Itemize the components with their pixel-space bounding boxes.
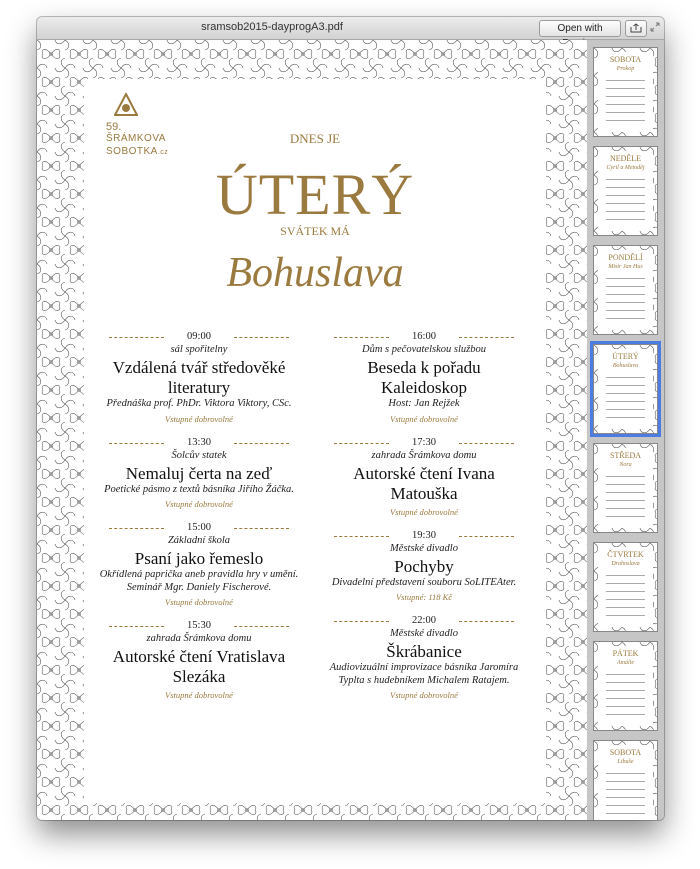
event-description: Divadelní představení souboru SoLITEAter. — [331, 576, 517, 588]
thumbnail-text-line — [606, 104, 645, 105]
page-thumbnail[interactable] — [593, 542, 658, 632]
event-place: Městské divadlo — [390, 628, 458, 639]
event-entry-fee: Vstupné: 118 Kč — [395, 592, 453, 602]
thumbnail-text-line — [606, 385, 645, 386]
thumbnail-text-line — [606, 591, 645, 592]
svatek-label: SVÁTEK MÁ — [280, 224, 350, 238]
window-title: sramsob2015-dayprogA3.pdf — [201, 21, 343, 33]
thumbnail-day: SOBOTA — [609, 748, 642, 757]
thumbnail-text-line — [606, 575, 645, 576]
event-place: zahrada Šrámkova domu — [146, 633, 252, 644]
left-program-column — [99, 331, 299, 713]
thumbnail-text-line — [606, 805, 645, 806]
event-entry-fee: Vstupné dobrovolné — [165, 597, 233, 607]
page-thumbnail[interactable] — [593, 245, 658, 335]
thumbnail-content — [598, 349, 653, 429]
thumbnail-text-line — [606, 112, 645, 113]
program-event — [324, 530, 524, 603]
thumbnail-name: Drahoslava — [611, 561, 640, 567]
thumbnail-text-line — [606, 607, 645, 608]
thumbnail-text-line — [606, 813, 645, 814]
event-time: 15:00 — [99, 522, 299, 534]
thumbnail-day: ÚTERÝ — [612, 352, 639, 361]
thumbnail-text-line — [606, 278, 645, 279]
pdf-page — [37, 40, 587, 820]
thumbnail-text-line — [606, 781, 645, 782]
event-place: sál spořitelny — [170, 344, 228, 355]
thumbnail-text-line — [606, 674, 645, 675]
thumbnail-text-line — [606, 599, 645, 600]
event-title: Autorské čtení Ivana Matouška — [353, 463, 495, 503]
page-thumbnail[interactable] — [593, 641, 658, 731]
poster-content — [84, 79, 546, 803]
thumbnail-text-line — [606, 310, 645, 311]
thumbnail-sidebar — [587, 40, 664, 820]
thumbnail-text-line — [606, 690, 645, 691]
logo-line1: ŠRÁMKOVA — [106, 133, 166, 144]
event-time: 13:30 — [99, 437, 299, 449]
thumbnail-text-line — [606, 698, 645, 699]
thumbnail-text-line — [606, 797, 645, 798]
thumbnail-name: Bohuslava — [612, 363, 639, 369]
thumbnail-name: Amálie — [617, 660, 634, 666]
thumbnail-name: Nora — [619, 462, 632, 468]
thumbnail-text-line — [606, 377, 645, 378]
program-event — [99, 620, 299, 700]
thumbnail-content — [598, 745, 653, 820]
event-description: Host: Jan Rejžek — [388, 398, 460, 409]
thumbnail-day: NEDĚLE — [609, 154, 642, 163]
dnes-je-label: DNES JE — [289, 131, 341, 146]
program-event — [324, 331, 524, 424]
thumbnail-text-line — [606, 120, 645, 121]
share-icon — [630, 23, 642, 33]
event-time: 22:00 — [324, 615, 524, 627]
thumbnail-text-line — [606, 96, 645, 97]
thumbnail-text-line — [606, 615, 645, 616]
event-title: Psaní jako řemeslo — [134, 549, 264, 568]
thumbnail-text-line — [606, 508, 645, 509]
thumbnail-text-line — [606, 417, 645, 418]
thumbnail-text-line — [606, 682, 645, 683]
event-place: Základní škola — [167, 535, 231, 546]
event-title: Pochyby — [394, 556, 454, 576]
event-entry-fee: Vstupné dobrovolné — [165, 413, 233, 424]
thumbnail-name: Prokop — [616, 66, 635, 72]
title-bar — [37, 17, 664, 40]
thumbnail-content — [598, 52, 653, 132]
event-title: Beseda k pořadu Kaleidoskop — [367, 358, 481, 397]
thumbnail-text-line — [606, 195, 645, 196]
event-title: Škrábanice — [386, 642, 462, 661]
thumbnail-content — [598, 151, 653, 231]
event-description: Audiovizuální improvizace básníka Jaromíra Typlta s hudebníkem Michalem Ratajem. — [329, 662, 519, 686]
program-event — [324, 437, 524, 517]
thumbnail-day: SOBOTA — [609, 55, 642, 64]
right-program-column — [324, 331, 524, 713]
thumbnail-text-line — [606, 706, 645, 707]
program-event — [324, 615, 524, 700]
thumbnail-text-line — [606, 80, 645, 81]
thumbnail-content — [598, 448, 653, 528]
thumbnail-text-line — [606, 211, 645, 212]
thumbnail-day: PONDĚLÍ — [608, 253, 643, 262]
event-place: zahrada Šrámkova domu — [371, 449, 477, 461]
event-time: 09:00 — [99, 331, 299, 343]
event-description: Poetické pásmo z textů básníka Jiřího Žáčka. — [104, 483, 294, 495]
thumbnail-text-line — [606, 302, 645, 303]
thumbnail-text-line — [606, 583, 645, 584]
thumbnail-day: STŘEDA — [609, 451, 642, 460]
thumbnail-text-line — [606, 516, 645, 517]
thumbnail-text-line — [606, 393, 645, 394]
thumbnail-text-line — [606, 179, 645, 180]
thumbnail-text-line — [606, 187, 645, 188]
open-with-preview-button[interactable]: Open with — [539, 20, 621, 37]
event-place: Městské divadlo — [390, 542, 458, 554]
share-button[interactable] — [625, 20, 647, 37]
thumbnail-name: Mistr Jan Hus — [608, 264, 643, 270]
page-thumbnail[interactable] — [593, 344, 658, 434]
program-event — [99, 437, 299, 510]
thumbnail-text-line — [606, 492, 645, 493]
thumbnail-text-line — [606, 484, 645, 485]
event-time: 16:00 — [324, 331, 524, 343]
thumbnail-text-line — [606, 294, 645, 295]
thumbnail-text-line — [606, 88, 645, 89]
thumbnail-day: PÁTEK — [612, 649, 639, 658]
thumbnail-text-line — [606, 203, 645, 204]
event-title: Autorské čtení Vratislava Slezáka — [112, 647, 286, 686]
event-time: 19:30 — [324, 530, 524, 542]
event-title: Nemaluj čerta na zeď — [125, 463, 273, 483]
logo-number: 59. — [106, 121, 122, 133]
event-description: Přednáška prof. PhDr. Viktora Viktory, CSc. — [106, 398, 292, 409]
event-time: 17:30 — [324, 437, 524, 449]
logo-icon — [114, 93, 138, 117]
event-title: Vzdálená tvář středověké literatury — [112, 358, 286, 397]
thumbnail-text-line — [606, 476, 645, 477]
thumbnail-text-line — [606, 318, 645, 319]
page-thumbnail[interactable] — [593, 47, 658, 137]
thumbnail-content — [598, 646, 653, 726]
program-event — [99, 522, 299, 607]
thumbnail-text-line — [606, 219, 645, 220]
thumbnail-name: Cyril a Metoděj — [606, 165, 645, 171]
thumbnail-text-line — [606, 714, 645, 715]
thumbnail-day: ČTVRTEK — [607, 550, 644, 559]
thumbnail-name: Libuše — [617, 759, 634, 765]
page-thumbnail[interactable] — [593, 443, 658, 533]
thumbnail-content — [598, 547, 653, 627]
event-time: 15:30 — [99, 620, 299, 632]
event-entry-fee: Vstupné dobrovolné — [165, 499, 233, 509]
event-entry-fee: Vstupné dobrovolné — [390, 690, 458, 700]
thumbnail-content — [598, 250, 653, 330]
logo-line2: SOBOTKA.cz — [106, 146, 169, 157]
event-place: Dům s pečovatelskou službou — [362, 344, 486, 355]
expand-icon[interactable] — [650, 22, 660, 32]
event-entry-fee: Vstupné dobrovolné — [390, 506, 458, 517]
page-thumbnail[interactable] — [593, 740, 658, 820]
page-thumbnail[interactable] — [593, 146, 658, 236]
thumbnail-text-line — [606, 409, 645, 410]
thumbnail-text-line — [606, 500, 645, 501]
preview-window — [37, 17, 664, 820]
thumbnail-text-line — [606, 286, 645, 287]
thumbnail-text-line — [606, 401, 645, 402]
thumbnail-text-line — [606, 789, 645, 790]
event-entry-fee: Vstupné dobrovolné — [390, 413, 458, 424]
event-place: Šolcův statek — [171, 449, 227, 461]
day-heading: ÚTERÝ — [215, 162, 415, 227]
name-day-name: Bohuslava — [226, 250, 404, 296]
thumbnail-text-line — [606, 773, 645, 774]
event-entry-fee: Vstupné dobrovolné — [165, 690, 233, 700]
program-event — [99, 331, 299, 424]
event-description: Okřídlená paprička aneb pravidla hry v umění. Seminář Mgr. Daniely Fischerové. — [99, 569, 299, 593]
